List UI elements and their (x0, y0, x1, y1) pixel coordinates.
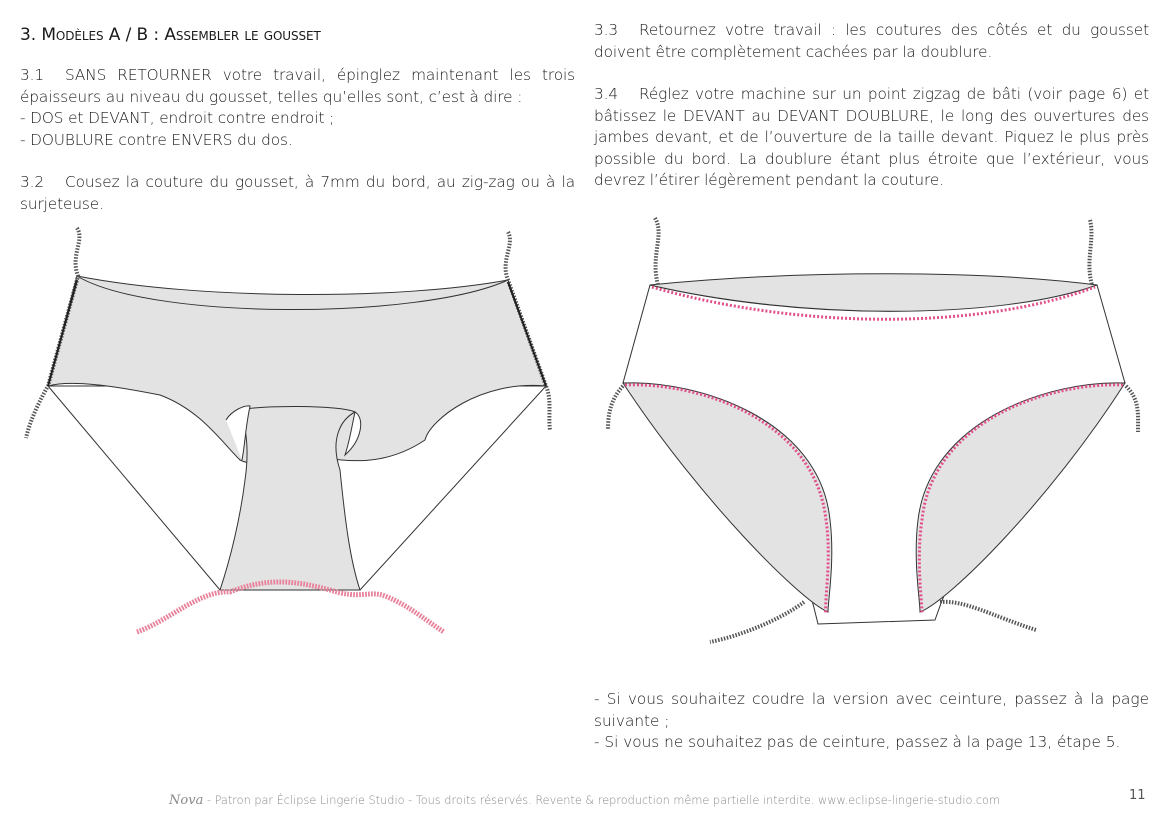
step-number: 3.2 (20, 173, 45, 191)
step-3-1 (20, 65, 575, 108)
right-column (594, 20, 1149, 192)
section-title-text: Modèles A / B : Assembler le gousset (41, 25, 321, 45)
left-column (20, 20, 575, 215)
note-without-belt: - Si vous ne souhaitez pas de ceinture, passez à la page 13, étape 5. (594, 733, 1121, 751)
step-text: SANS RETOURNER votre travail, épinglez maintenant les trois épaisseurs au niveau du gousset, telles qu’elles sont, c’est à dire : (20, 66, 575, 106)
note-with-belt: - Si vous souhaitez coudre la version avec ceinture, passez à la page suivante ; (594, 690, 1149, 730)
step-3-4 (594, 84, 1149, 192)
section-title (20, 24, 575, 46)
step-number: 3.3 (594, 21, 619, 39)
footer (0, 793, 1169, 808)
illustration-gusset-back (20, 220, 580, 650)
step-number: 3.4 (594, 85, 619, 103)
elastic-front-left-crotch (710, 602, 804, 642)
step-text: Retournez votre travail : les coutures des côtés et du gousset doivent être complètement cachées par la doublure. (594, 21, 1149, 61)
bottom-notes (594, 689, 1149, 754)
section-number: 3. (20, 25, 37, 45)
elastic-front-right-crotch (940, 602, 1036, 630)
illustration-front-lining (594, 210, 1154, 650)
step-text: Réglez votre machine sur un point zigzag de bâti (voir page 6) et bâtissez le DEVANT au DEVANT DOUBLURE, le long des ouvertures des jambes devant, et de l’ouverture de la taille devant. Piquez le plus près possible du bord. La doublure étant plus étroite que l’extérieur, vous devrez l’étirer légèrement pendant la couture. (594, 85, 1149, 189)
list-item: - DOS et DEVANT, endroit contre endroit ; (20, 109, 335, 127)
elastic-front-right-top (1089, 220, 1092, 285)
footer-text: - Patron par Éclipse Lingerie Studio - Tous droits réservés. Revente & reproduction même partielle interdite. www.eclipse-lingerie-studio.com (203, 794, 1000, 807)
list-item: - DOUBLURE contre ENVERS du dos. (20, 130, 293, 149)
elastic-front-right-side (1126, 386, 1138, 432)
step-3-2 (20, 172, 575, 215)
footer-brand: Nova (169, 793, 204, 808)
page-number: 11 (1129, 788, 1146, 803)
step-text: Cousez la couture du gousset, à 7mm du bord, au zig-zag ou à la surjeteuse. (20, 173, 575, 213)
elastic-front-left-top (655, 218, 659, 285)
step-3-3 (594, 20, 1149, 63)
elastic-front-left-side (608, 386, 623, 430)
step-number: 3.1 (20, 66, 45, 84)
